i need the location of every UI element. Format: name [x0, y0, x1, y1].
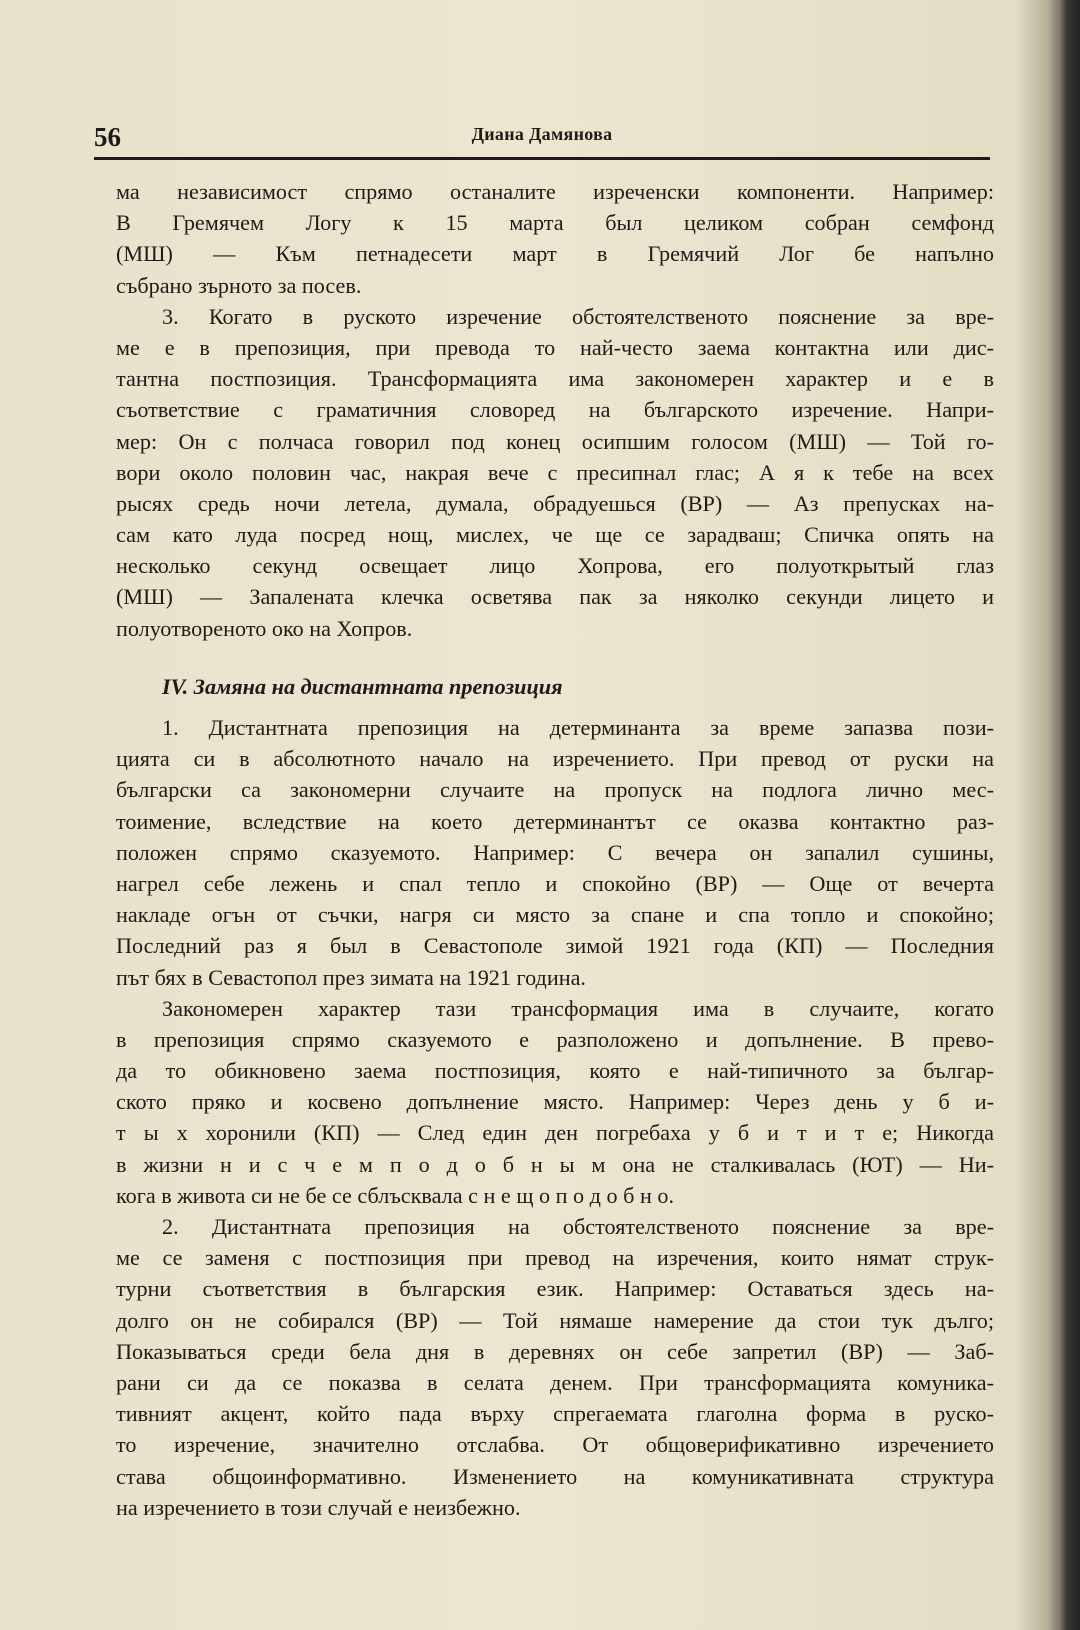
text-line: накладе огън от съчки, нагря си място за спане и спа топло и спокойно;: [116, 902, 994, 928]
text-line: то изречение, значително отслабва. От общоверификативно изречението: [116, 1432, 994, 1458]
text-line: български са закономерни случаите на пропуск на подлога лично мес-: [116, 777, 994, 803]
section-heading: IV. Замяна на дистантната препозиция: [162, 673, 563, 699]
text-line: събрано зърното за посев.: [116, 272, 362, 298]
page-header: [94, 118, 990, 156]
text-line: да то обикновено заема постпозиция, която е най-типичното за българ-: [116, 1058, 994, 1084]
text-line: ма независимост спрямо останалите изреченски компоненти. Например:: [116, 179, 994, 204]
text-line: път бях в Севастопол през зимата на 1921 година.: [116, 964, 586, 990]
text-line: кога в живота си не бе се сблъсквала с н е щ о п о д о б н о.: [116, 1182, 675, 1208]
text-line: полуотвореното око на Хопров.: [116, 615, 413, 641]
text-line: мер: Он с полчаса говорил под конец осипшим голосом (МШ) — Той го-: [116, 428, 994, 454]
text-line: долго он не собирался (ВР) — Той нямаше намерение да стои тук дълго;: [116, 1307, 994, 1333]
text-line: тантна постпозиция. Трансформацията има закономерен характер и е в: [116, 366, 994, 392]
text-line: ме се заменя с постпозиция при превод на изречения, които нямат струк-: [116, 1245, 994, 1271]
text-line: Последний раз я был в Севастополе зимой 1921 года (КП) — Последния: [116, 933, 994, 959]
text-line: рысях средь ночи летела, думала, обрадуешься (ВР) — Аз препусках на-: [116, 490, 994, 516]
text-line: 2. Дистантната препозиция на обстоятелственото пояснение за вре-: [162, 1214, 994, 1239]
header-rule: [94, 157, 990, 160]
text-line: в жизни н и с ч е м п о д о б н ы м она не сталкивалась (ЮТ) — Ни-: [116, 1151, 994, 1177]
page-edge-shadow: [1058, 0, 1080, 1630]
text-line: сам като луда посред нощ, мислех, че ще се зарадваш; Спичка опять на: [116, 522, 994, 548]
text-line: става общоинформативно. Изменението на комуникативната структура: [116, 1463, 994, 1489]
text-line: съответствие с граматичния словоред на българското изречение. Напри-: [116, 397, 994, 423]
text-line: (МШ) — Към петнадесети март в Гремячий Лог бе напълно: [116, 241, 994, 267]
text-line: цията си в абсолютното начало на изречението. При превод от руски на: [116, 746, 994, 772]
text-line: нагрел себе лежень и спал тепло и спокойно (ВР) — Още от вечерта: [116, 870, 994, 896]
running-head-author: Диана Дамянова: [471, 124, 613, 144]
text-line: на изречението в този случай е неизбежно.: [116, 1494, 521, 1520]
text-line: ското пряко и косвено допълнение място. Например: Через день у б и-: [116, 1089, 994, 1115]
text-line: рани си да се показва в селата денем. При трансформацията комуника-: [116, 1369, 994, 1395]
text-line: Показываться среди бела дня в деревнях он себе запретил (ВР) — Заб-: [116, 1338, 994, 1364]
text-line: положен спрямо сказуемото. Например: С вечера он запалил сушины,: [116, 839, 994, 865]
text-line: 3. Когато в руското изречение обстоятелственото пояснение за вре-: [162, 303, 994, 329]
text-line: в препозиция спрямо сказуемото е разположено и допълнение. В прево-: [116, 1026, 994, 1052]
body-text: [116, 176, 994, 1523]
text-line: несколько секунд освещает лицо Хопрова, его полуоткрытый глаз: [116, 553, 994, 579]
text-line: В Гремячем Логу к 15 марта был целиком собран семфонд: [116, 210, 994, 236]
text-line: тоимение, вследствие на което детерминантът се оказва контактно раз-: [116, 808, 994, 834]
text-line: 1. Дистантната препозиция на детерминанта за време запазва пози-: [162, 715, 994, 740]
text-line: турни съответствия в българския език. Например: Оставаться здесь на-: [116, 1276, 994, 1302]
text-line: тивният акцент, който пада върху спрегаемата глаголна форма в руско-: [116, 1401, 994, 1427]
text-line: ме е в препозиция, при превода то най-често заема контактна или дис-: [116, 334, 994, 360]
text-line: (МШ) — Запалената клечка осветява пак за няколко секунди лицето и: [116, 584, 994, 610]
text-line: вори около половин час, накрая вече с пресипнал глас; А я к тебе на всех: [116, 459, 994, 485]
page-number: 56: [94, 122, 121, 152]
text-line: Закономерен характер тази трансформация има в случаите, когато: [162, 995, 994, 1021]
text-line: т ы х хоронили (КП) — След един ден погребаха у б и т и т е; Никогда: [116, 1120, 994, 1146]
